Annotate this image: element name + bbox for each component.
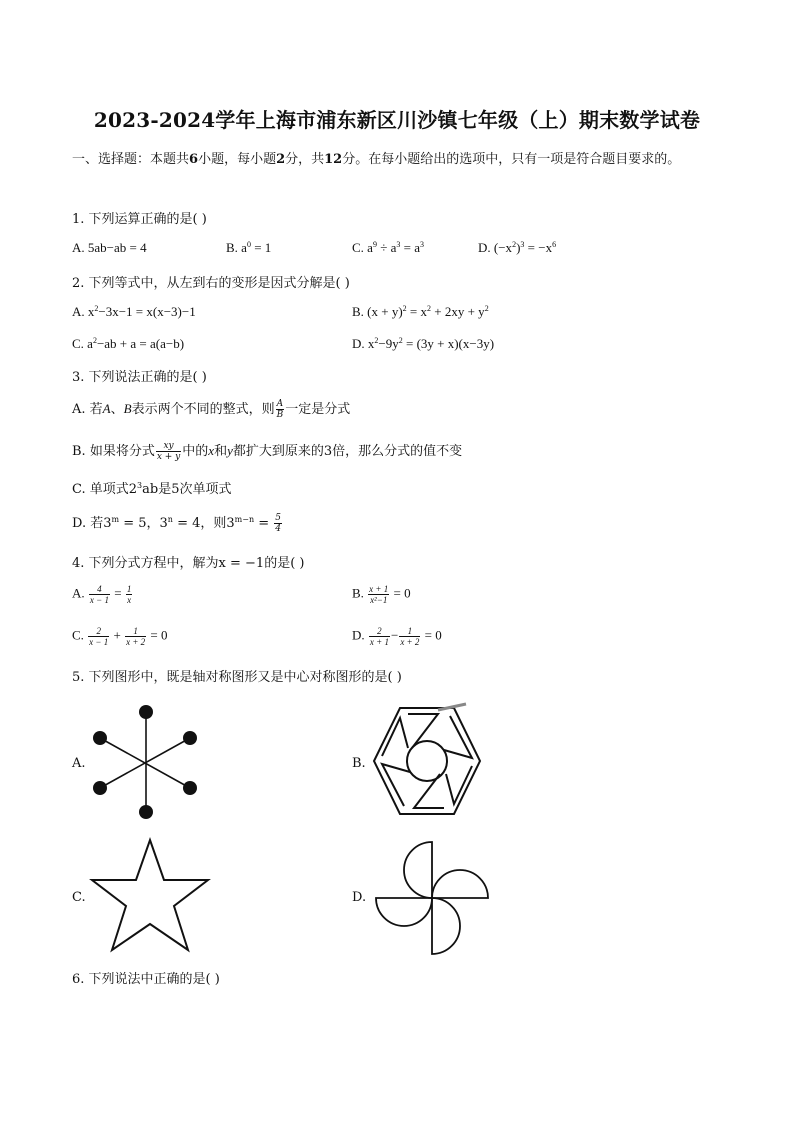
q3-option-d: D. 若$3^m = 5$，$3^n = 4$，则$3^{m-n}$ = $\frac{5}{4}$ <box>72 513 282 534</box>
q2-option-d: D. $x^2-9y^2 = (3y + x)(x-3y)$ <box>352 336 495 351</box>
q4-option-d: D. $\frac{2}{x + 1}$ − $\frac{1}{x + 2}$ = 0 <box>352 626 442 647</box>
q5-label-d: D. <box>352 890 367 905</box>
question-1-stem: 1. 下列运算正确的是( ) <box>72 212 207 227</box>
q5-label-b: B. <box>352 756 366 771</box>
q4-option-b: B. $\frac{x + 1}{\text{x²−1}}$ = 0 <box>352 584 411 605</box>
q1-option-b: B. $a^0 = 1$ <box>226 240 272 255</box>
q3-option-b: B. 如果将分式 $\frac{xy}{x + y}$ 中的x和y都扩大到原来的3倍，那么分式的值不变 <box>72 441 463 462</box>
q5-label-c: C. <box>72 890 86 905</box>
hexagon-pinwheel-figure <box>368 700 486 822</box>
q1-option-c: C. $a^9 \div a^3 = a^3$ <box>352 240 424 255</box>
fraction: $\frac{5}{4}$ <box>275 513 282 534</box>
page-title: 2023-2024学年上海市浦东新区川沙镇七年级（上）期末数学试卷 <box>93 108 701 132</box>
fraction: $\frac{A}{B}$ <box>276 399 284 420</box>
question-4-stem: 4. 下列分式方程中，解为x = −1的是( ) <box>72 556 305 571</box>
q3-option-c: C. 单项式$2^3ab$是5次单项式 <box>72 481 232 497</box>
pinwheel-figure <box>370 836 494 960</box>
q1-option-d: D. $(-x^2)^3 = -x^6$ <box>478 240 557 255</box>
q4-option-a: A. $\frac{4}{x - 1}$ = $\frac{1}{x}$ <box>72 584 132 605</box>
six-spoke-figure <box>86 700 206 824</box>
question-5-stem: 5. 下列图形中，既是轴对称图形又是中心对称图形的是( ) <box>72 670 402 685</box>
q5-label-a: A. <box>72 756 86 771</box>
q4-option-c: C. $\frac{2}{x - 1}$ + $\frac{1}{x + 2}$ = 0 <box>72 626 168 647</box>
question-3-stem: 3. 下列说法正确的是( ) <box>72 370 207 385</box>
question-2-stem: 2. 下列等式中，从左到右的变形是因式分解是( ) <box>72 276 350 291</box>
question-6-stem: 6. 下列说法中正确的是( ) <box>72 972 220 987</box>
q3-option-a: A. 若A、B表示两个不同的整式，则 $\frac{A}{B}$ 一定是分式 <box>72 399 351 420</box>
star-figure <box>88 836 212 956</box>
q2-option-a: A. $x^2-3x-1 = x(x-3)-1$ <box>72 304 196 319</box>
q2-option-c: C. $a^2-ab + a = a(a-b)$ <box>72 336 185 351</box>
section-instructions: 一、选择题：本题共6小题，每小题2分，共12分。在每小题给出的选项中，只有一项是符合题目要求的。 <box>72 152 681 167</box>
q2-option-b: B. $(x + y)^2 = x^2 + 2xy + y^2$ <box>352 304 489 319</box>
fraction: $\frac{xy}{x + y}$ <box>156 441 181 462</box>
q1-option-a: A. 5ab−ab = 4 <box>72 240 147 255</box>
